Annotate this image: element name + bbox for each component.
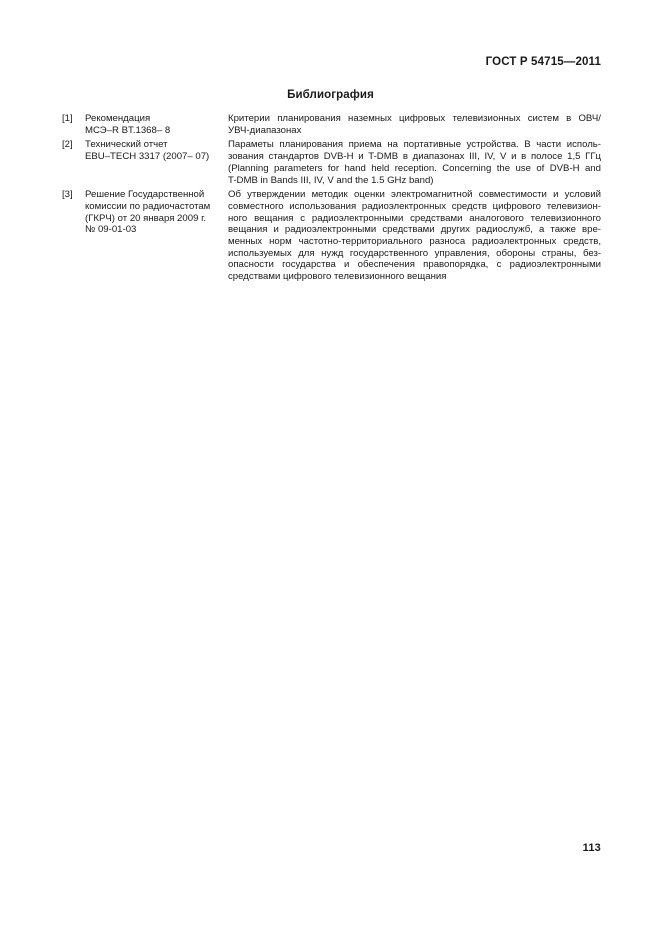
bibliography-entry-description-line: ного вещания с радиоэлектронными средствами аналогового телевизионного xyxy=(228,212,602,224)
bibliography-entry-source-line: Решение Государственной xyxy=(85,189,205,201)
bibliography-entry-source xyxy=(85,139,228,162)
document-header-standard-id: ГОСТ Р 54715—2011 xyxy=(485,56,601,68)
bibliography-entry-description-line: совместного использования радиоэлектронных средств цифрового телевизион- xyxy=(228,200,601,212)
bibliography-entry-description xyxy=(228,113,601,136)
bibliography-entry-description-line: используемых для нужд государственного управления, обороны страны, без- xyxy=(228,247,602,259)
bibliography-entry-description-line: (Planning parameters for hand held reception. Concerning the use of DVB-H and xyxy=(228,162,601,174)
bibliography-entry-description-line: вещания и радиоэлектронными средствами других радиослужб, а также вре- xyxy=(228,224,601,236)
bibliography-entry-source-line: МСЭ–R BT.1368– 8 xyxy=(85,124,171,136)
bibliography-entry-source xyxy=(85,189,228,236)
bibliography-entry-description-line: T-DMB in Bands III, IV, V and the 1.5 GHz band) xyxy=(228,174,434,186)
bibliography-entry-source-line: Технический отчет xyxy=(85,139,168,151)
bibliography-entry-number: [1] xyxy=(62,113,73,124)
page-number: 113 xyxy=(582,842,601,854)
bibliography-entry-description-line: Критерии планирования наземных цифровых телевизионных систем в ОВЧ/ xyxy=(228,113,601,124)
bibliography-entry-number: [3] xyxy=(62,189,73,201)
bibliography-entry-description-line: менных норм частотно-территориального разноса радиоэлектронных средств, xyxy=(228,236,601,247)
bibliography-entry-description xyxy=(228,139,601,186)
bibliography-entry-description-line: зования стандартов DVB-H и T-DMB в диапазонах III, IV, V и в полосе 1,5 ГГц xyxy=(228,151,602,163)
bibliography-entry-source-line: EBU–TECH 3317 (2007– 07) xyxy=(85,151,210,163)
bibliography-entry-description xyxy=(228,189,601,283)
bibliography-entry-description-line: Об утверждении методик оценки электромагнитной совместимости и условий xyxy=(228,189,601,201)
bibliography-entry-source-line: Рекомендация xyxy=(85,113,151,124)
bibliography-entry-source-line: № 09-01-03 xyxy=(85,224,137,236)
bibliography-entry-source-line: комиссии по радиочастотам xyxy=(85,200,211,212)
bibliography-entry-description-line: Параметы планирования приема на портативные устройства. В части исполь- xyxy=(228,139,602,151)
bibliography-entry-description-line: средствами цифрового телевизионного вещания xyxy=(228,271,447,283)
bibliography-entry-source-line: (ГКРЧ) от 20 января 2009 г. xyxy=(85,212,207,224)
bibliography-entry-source xyxy=(85,113,228,136)
bibliography-entry-description-line: опасности государства и обеспечения правопорядка, с радиоэлектронными xyxy=(228,259,602,271)
bibliography-entry-number: [2] xyxy=(62,139,73,151)
page-title: Библиография xyxy=(287,89,374,101)
bibliography-entry-description-line: УВЧ-диапазонах xyxy=(228,124,302,136)
